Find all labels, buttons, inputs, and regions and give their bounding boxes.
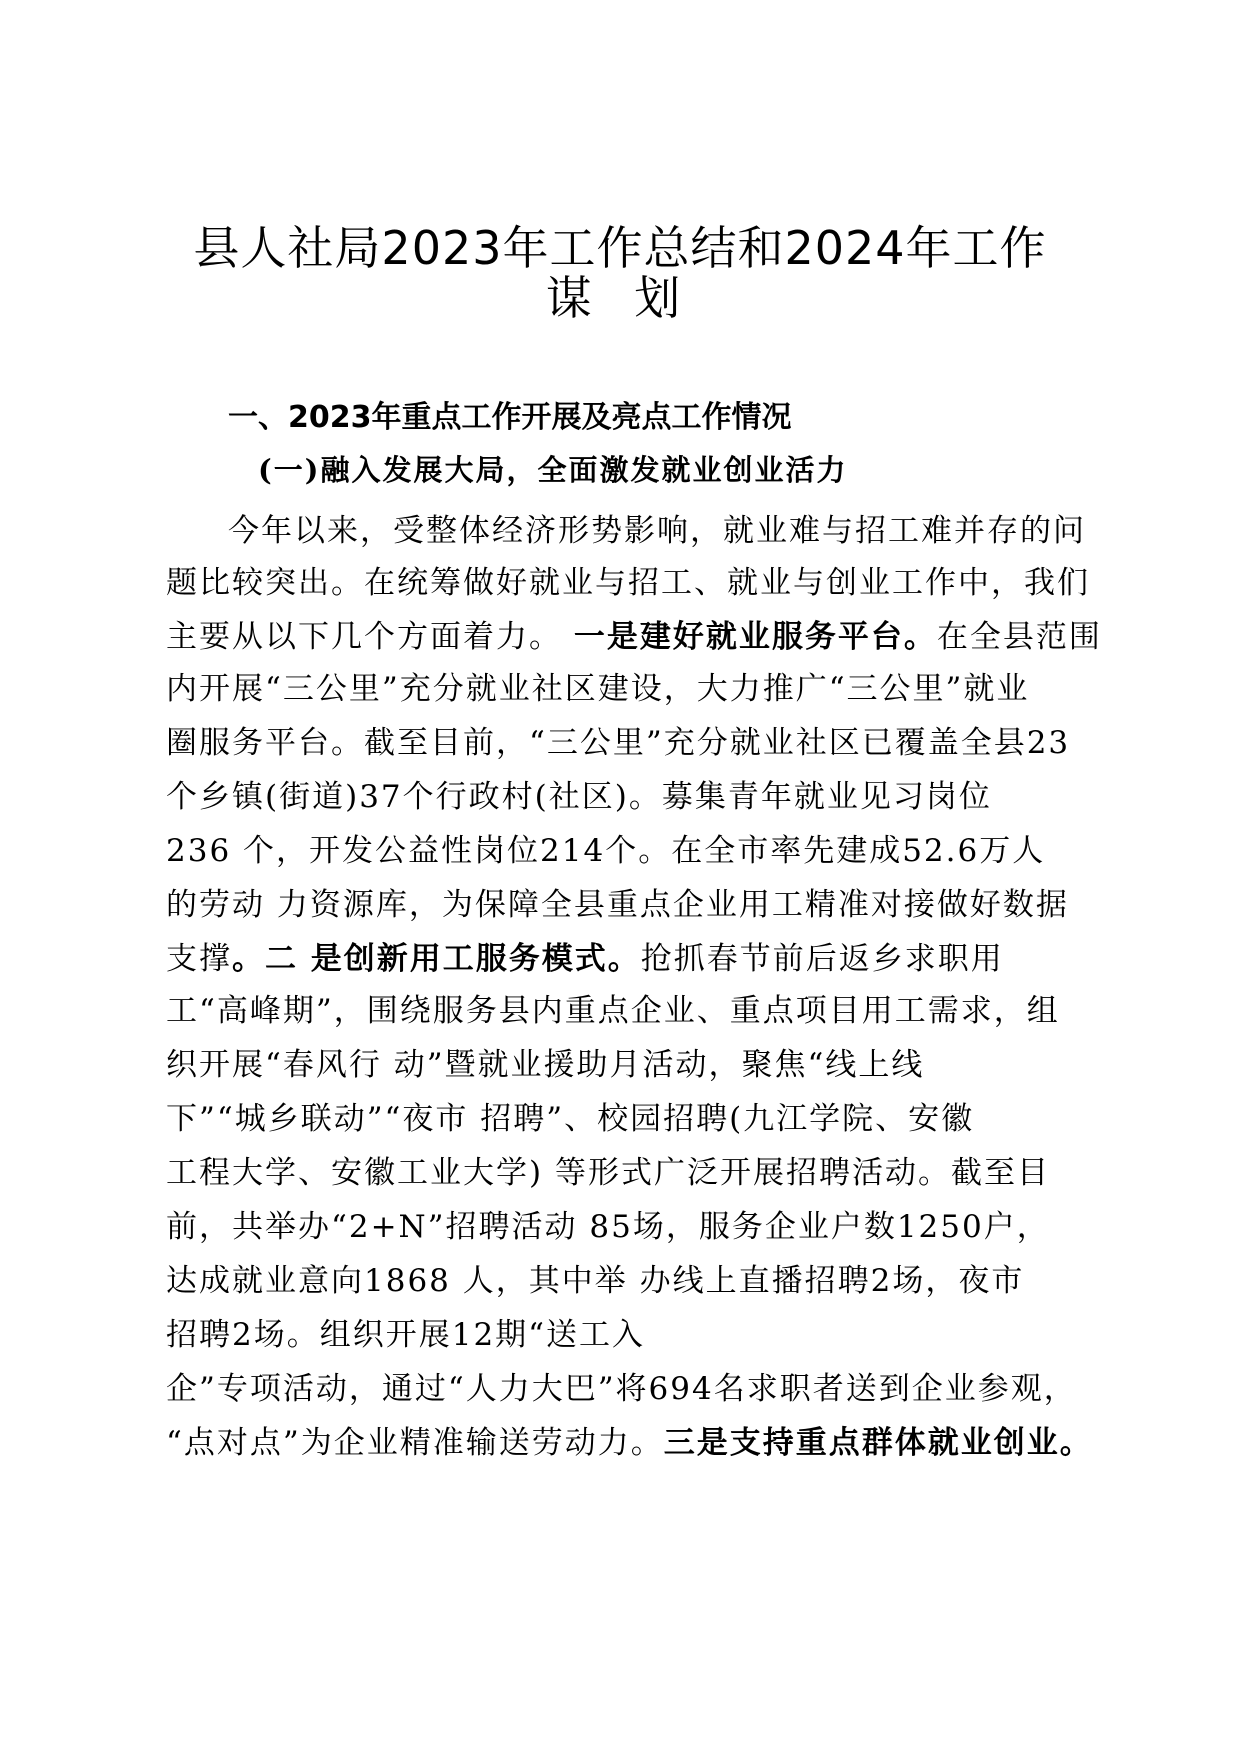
emphasis-text: 。二 是创新用工服务模式。 <box>232 941 641 977</box>
paragraph-line: 工“高峰期”，围绕服务县内重点企业、重点项目用工需求，组 <box>166 993 1060 1029</box>
paragraph-line <box>166 938 1004 980</box>
paragraph-line: 的劳动 力资源库，为保障全县重点企业用工精准对接做好数据 <box>166 887 1069 923</box>
paragraph-text: 支撑 <box>166 941 232 977</box>
paragraph-line: 今年以来，受整体经济形势影响，就业难与招工难并存的问 <box>228 513 1086 549</box>
paragraph-line: 题比较突出。在统筹做好就业与招工、就业与创业工作中，我们 <box>166 565 1090 601</box>
document-title-line-1: 县人社局2023年工作总结和2024年工作 <box>193 221 1047 275</box>
paragraph-text: 在全县范围 <box>936 619 1102 655</box>
paragraph-line: 织开展“春风行 动”暨就业援助月活动，聚焦“线上线 <box>166 1047 925 1083</box>
paragraph-line: 236 个，开发公益性岗位214个。在全市率先建成52.6万人 <box>166 833 1046 869</box>
paragraph-line: 招聘2场。组织开展12期“送工入 <box>166 1317 646 1353</box>
paragraph-text: 主要从以下几个方面着力。 <box>166 619 574 655</box>
paragraph-text: “点对点”为企业精准输送劳动力。 <box>166 1425 664 1461</box>
paragraph-line: 内开展“三公里”充分就业社区建设，大力推广“三公里”就业 <box>166 671 1030 707</box>
paragraph-line: 达成就业意向1868 人，其中举 办线上直播招聘2场，夜市 <box>166 1263 1025 1299</box>
subsection-heading: (一)融入发展大局，全面激发就业创业活力 <box>258 453 848 487</box>
emphasis-text: 三是支持重点群体就业创业。 <box>663 1425 1093 1461</box>
paragraph-line <box>166 616 1102 658</box>
paragraph-line: 企”专项活动，通过“人力大巴”将694名求职者送到企业参观， <box>166 1371 1077 1407</box>
emphasis-text: 一是建好就业服务平台。 <box>573 619 937 655</box>
paragraph-line: 下”“城乡联动”“夜市 招聘”、校园招聘(九江学院、安徽 <box>166 1101 975 1137</box>
paragraph-line: 圈服务平台。截至目前，“三公里”充分就业社区已覆盖全县23 <box>166 725 1071 761</box>
paragraph-line: 个乡镇(街道)37个行政村(社区)。募集青年就业见习岗位 <box>166 779 992 815</box>
section-heading: 一、2023年重点工作开展及亮点工作情况 <box>228 400 792 435</box>
paragraph-line: 工程大学、安徽工业大学) 等形式广泛开展招聘活动。截至目 <box>166 1155 1050 1191</box>
paragraph-line: 前，共举办“2+N”招聘活动 85场，服务企业户数1250户， <box>166 1209 1050 1245</box>
paragraph-line <box>166 1422 1093 1464</box>
paragraph-text: 抢抓春节前后返乡求职用 <box>640 941 1004 977</box>
document-title-line-2: 谋 划 <box>545 271 695 325</box>
